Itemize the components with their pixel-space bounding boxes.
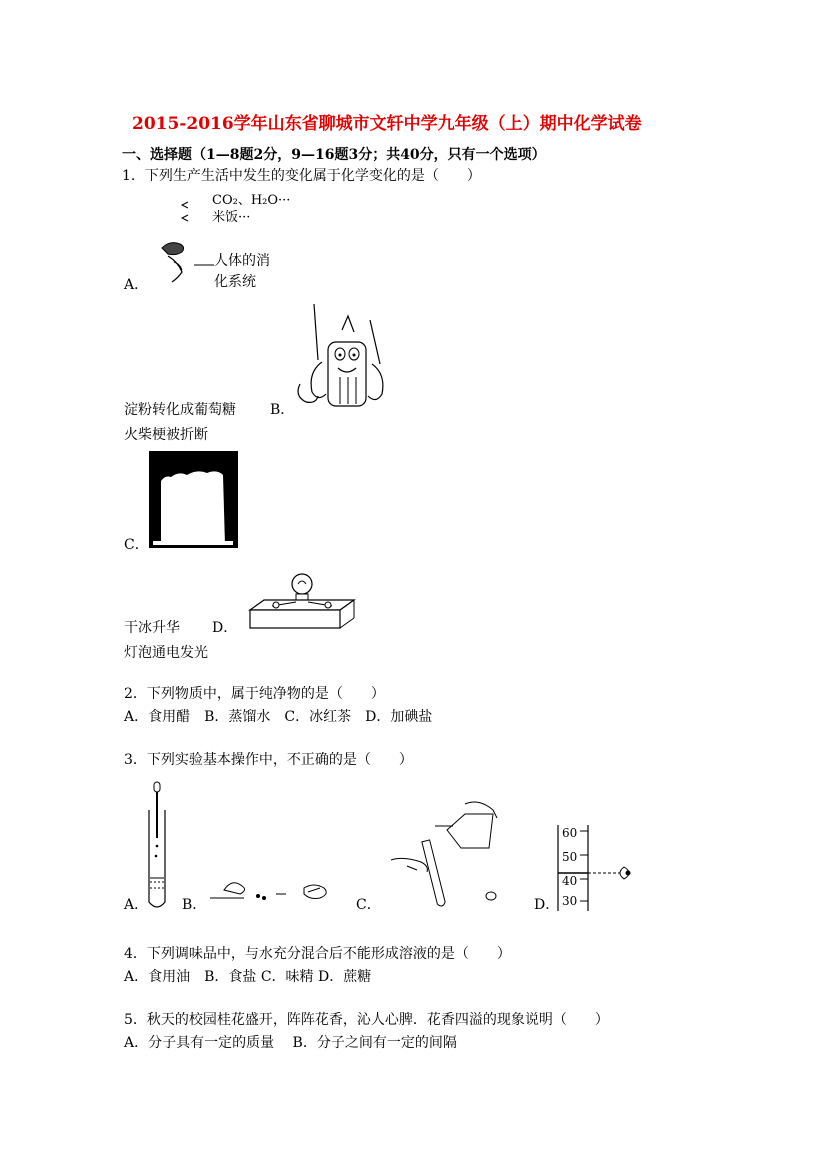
- powder-figure: [204, 876, 344, 906]
- cylinder-tick-50: 50: [562, 850, 578, 864]
- q1-option-b-caption: 火柴梗被折断: [124, 427, 208, 443]
- question-2-stem: 2．下列物质中，属于纯净物的是（ ）: [124, 686, 385, 702]
- bulb-figure: [236, 570, 360, 634]
- exam-title: 2015-2016学年山东省聊城市文轩中学九年级（上）期中化学试卷: [132, 114, 642, 134]
- bulb-circuit: [236, 570, 360, 634]
- digestion-figure: [150, 190, 290, 295]
- question-5-options: A．分子具有一定的质量 B．分子之间有一定的间隔: [124, 1035, 457, 1051]
- digestion-label-3: 人体的消: [214, 253, 270, 269]
- q3-option-b-label: B．: [182, 897, 207, 913]
- q1-option-a-caption: 淀粉转化成葡萄糖: [124, 402, 236, 418]
- q1-option-c-caption: 干冰升华: [124, 620, 180, 636]
- digestion-label-4: 化系统: [214, 274, 256, 290]
- match-figure: [292, 302, 392, 412]
- digestion-label-1: CO₂、H₂O···: [212, 193, 291, 208]
- question-1-stem: 1．下列生产生活中发生的变化属于化学变化的是（ ）: [122, 168, 481, 184]
- cylinder-figure: [556, 823, 646, 915]
- q3-option-d-label: D．: [534, 897, 560, 913]
- cylinder-tick-60: 60: [562, 826, 578, 840]
- question-4-stem: 4．下列调味品中，与水充分混合后不能形成溶液的是（ ）: [124, 946, 511, 962]
- q1-option-d-label: D．: [212, 620, 238, 636]
- cylinder-tick-30: 30: [562, 894, 578, 908]
- dry-ice-figure: [149, 451, 238, 548]
- dry-ice-block: [149, 451, 238, 548]
- question-3-stem: 3．下列实验基本操作中，不正确的是（ ）: [124, 752, 413, 768]
- cylinder-tick-40: 40: [562, 874, 578, 888]
- q1-option-d-caption: 灯泡通电发光: [124, 645, 208, 661]
- q3-option-c-label: C．: [356, 897, 381, 913]
- section-heading: 一、选择题（1—8题2分，9—16题3分；共40分，只有一个选项）: [122, 147, 546, 163]
- q1-option-b-label: B．: [270, 402, 295, 418]
- question-4-options: A．食用油 B．食盐 C．味精 D．蔗糖: [124, 969, 372, 985]
- question-5-stem: 5．秋天的校园桂花盛开，阵阵花香，沁人心脾．花香四溢的现象说明（ ）: [124, 1012, 609, 1028]
- q3-option-a-label: A．: [124, 897, 149, 913]
- question-2-options: A．食用醋 B．蒸馏水 C．冰红茶 D．加碘盐: [124, 709, 433, 725]
- match-cartoon: [292, 302, 392, 412]
- q1-option-c-label: C．: [124, 537, 149, 553]
- pour-liquid-figure: [385, 800, 505, 912]
- powder-operation: [204, 876, 344, 906]
- q1-option-a-label: A．: [124, 277, 149, 293]
- pour-liquid-sketch: [385, 800, 505, 912]
- digestion-label-2: 米饭···: [212, 210, 251, 225]
- dropper-figure: [143, 780, 173, 912]
- dropper-test-tube: [143, 780, 173, 912]
